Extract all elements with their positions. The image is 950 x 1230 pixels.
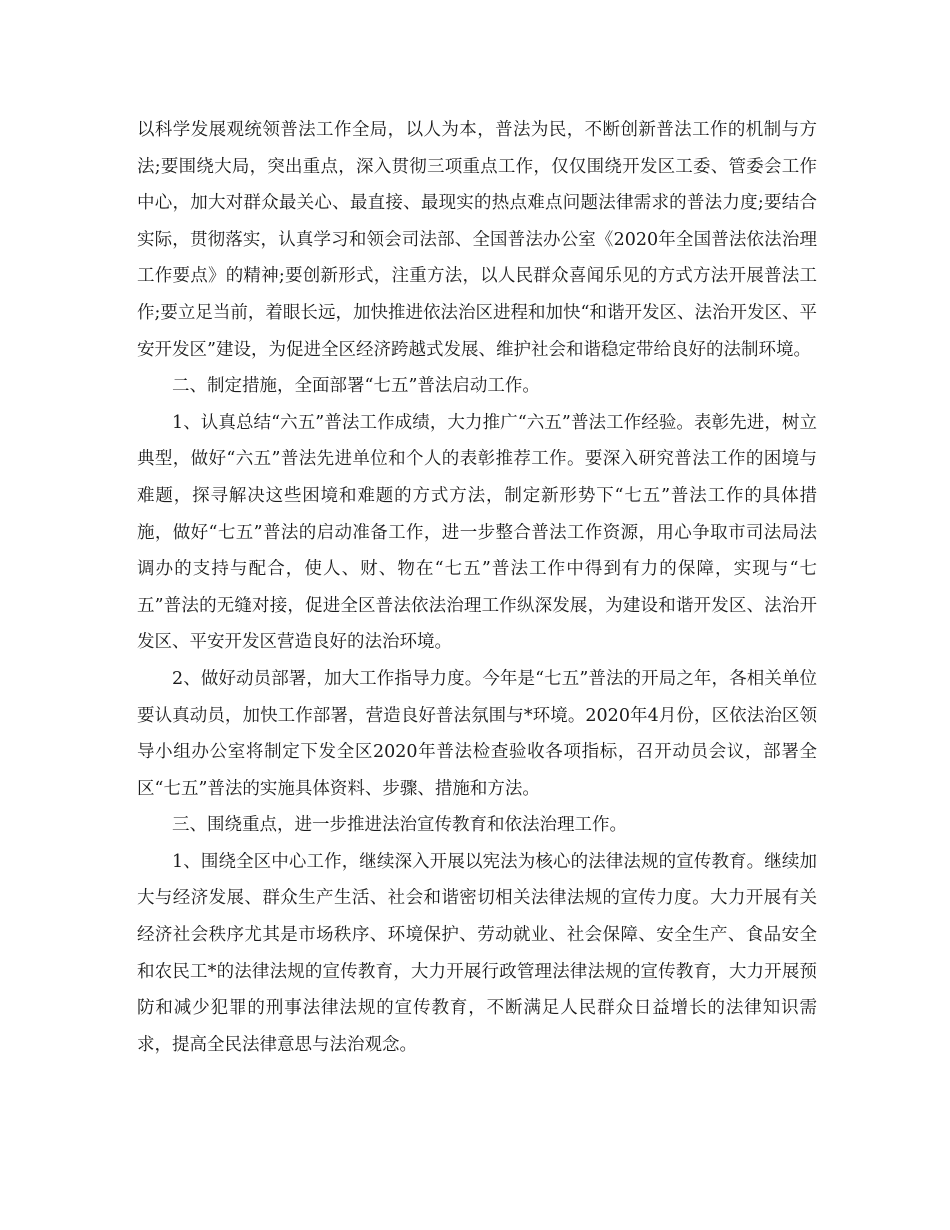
paragraph-2-1: 1、认真总结“六五”普法工作成绩，大力推广“六五”普法工作经验。表彰先进，树立典型，做好“六五”普法先进单位和个人的表彰推荐工作。要深入研究普法工作的困境与难题，探寻解决这些困境和难题的方式方法，制定新形势下“七五”普法工作的具体措施，做好“七五”普法的启动准备工作，进一步整合普法工作资源，用心争取市司法局法调办的支持与配合，使人、财、物在“七五”普法工作中得到有力的保障，实现与“七五”普法的无缝对接，促进全区普法依法治理工作纵深发展，为建设和谐开发区、法治开发区、平安开发区营造良好的法治环境。 — [137, 412, 817, 653]
paragraph-3-1: 1、围绕全区中心工作，继续深入开展以宪法为核心的法律法规的宣传教育。继续加大与经济发展、群众生产生活、社会和谐密切相关法律法规的宣传力度。大力开展有关经济社会秩序尤其是市场秩序、环境保护、劳动就业、社会保障、安全生产、食品安全和农民工*的法律法规的宣传教育，大力开展行政管理法律法规的宣传教育，大力开展预防和减少犯罪的刑事法律法规的宣传教育，不断满足人民群众日益增长的法律知识需求，提高全民法律意思与法治观念。 — [137, 851, 817, 1055]
section-heading-3: 三、围绕重点，进一步推进法治宣传教育和依法治理工作。 — [172, 815, 627, 836]
paragraph-1: 以科学发展观统领普法工作全局，以人为本，普法为民，不断创新普法工作的机制与方法;要围绕大局，突出重点，深入贯彻三项重点工作，仅仅围绕开发区工委、管委会工作中心，加大对群众最关心、最直接、最现实的热点难点问题法律需求的普法力度;要结合实际，贯彻落实，认真学习和领会司法部、全国普法办公室《2020年全国普法依法治理工作要点》的精神;要创新形式，注重方法，以人民群众喜闻乐见的方式方法开展普法工作;要立足当前，着眼长远，加快推进依法治区进程和加快“和谐开发区、法治开发区、平安开发区”建设，为促进全区经济跨越式发展、维护社会和谐稳定带给良好的法制环境。 — [137, 120, 817, 360]
paragraph-2-2: 2、做好动员部署，加大工作指导力度。今年是“七五”普法的开局之年，各相关单位要认真动员，加快工作部署，营造良好普法氛围与*环境。2020年4月份，区依法治区领导小组办公室将制定下发全区2020年普法检查验收各项指标，召开动员会议，部署全区“七五”普法的实施具体资料、步骤、措施和方法。 — [137, 668, 817, 799]
section-heading-2: 二、制定措施，全面部署“七五”普法启动工作。 — [172, 376, 540, 397]
document-body — [137, 112, 817, 1063]
